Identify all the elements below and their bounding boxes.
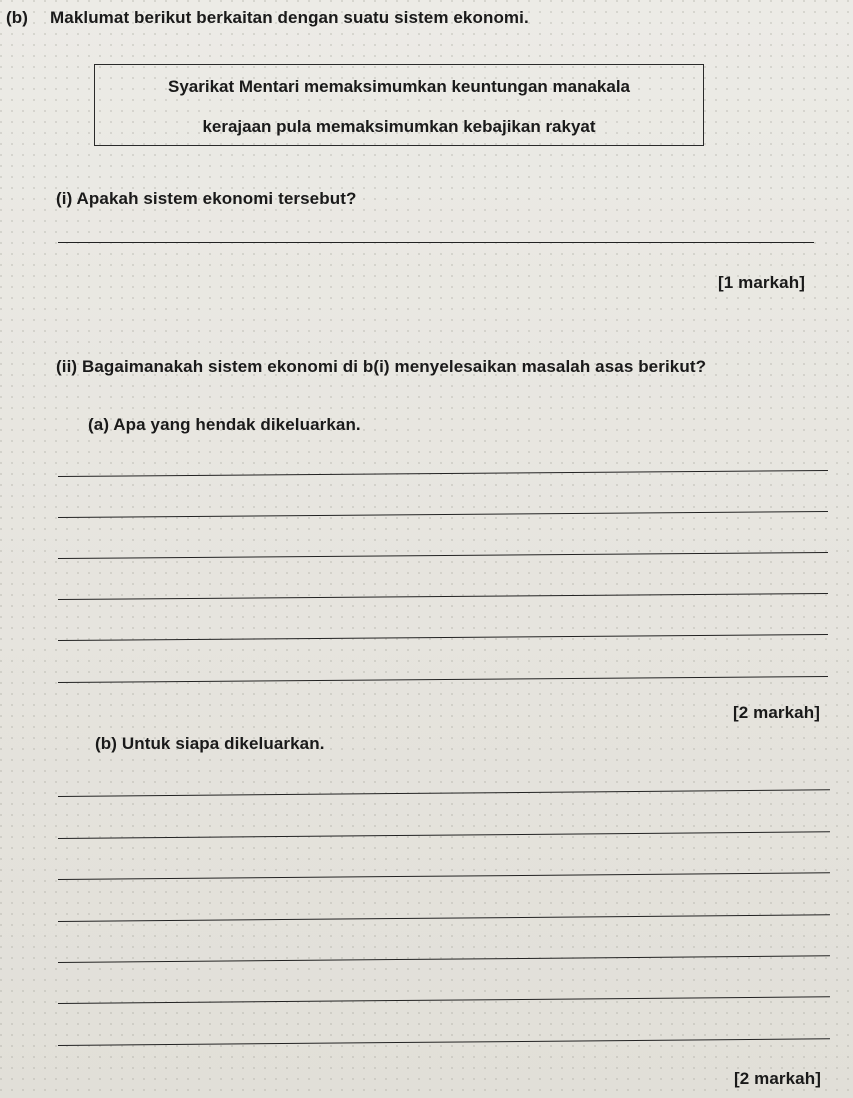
answer-line-b-2[interactable] — [58, 831, 830, 839]
answer-line-b-5[interactable] — [58, 955, 830, 963]
question-ii-b: (b) Untuk siapa dikeluarkan. — [95, 734, 325, 753]
intro-text: Maklumat berikut berkaitan dengan suatu sistem ekonomi. — [50, 8, 529, 27]
answer-line-i[interactable] — [58, 242, 814, 243]
question-i: (i) Apakah sistem ekonomi tersebut? — [56, 189, 357, 208]
answer-line-b-7[interactable] — [58, 1038, 830, 1046]
part-label: (b) — [6, 8, 29, 27]
answer-line-a-5[interactable] — [58, 634, 828, 641]
answer-line-a-4[interactable] — [58, 593, 828, 600]
question-ii-a: (a) Apa yang hendak dikeluarkan. — [88, 415, 361, 434]
answer-line-b-4[interactable] — [58, 914, 830, 922]
marks-a: [2 markah] — [733, 703, 820, 722]
answer-line-a-2[interactable] — [58, 511, 828, 518]
answer-line-a-1[interactable] — [58, 470, 828, 477]
marks-b: [2 markah] — [734, 1069, 821, 1088]
info-box-line-1: Syarikat Mentari memaksimumkan keuntungan manakala — [167, 77, 630, 96]
answer-line-b-1[interactable] — [58, 789, 830, 797]
info-box-line-2: kerajaan pula memaksimumkan kebajikan rakyat — [202, 117, 596, 136]
question-ii: (ii) Bagaimanakah sistem ekonomi di b(i) menyelesaikan masalah asas berikut? — [56, 357, 707, 376]
info-box — [94, 64, 704, 146]
marks-i: [1 markah] — [718, 273, 805, 292]
answer-line-a-3[interactable] — [58, 552, 828, 559]
answer-line-b-3[interactable] — [58, 872, 830, 880]
answer-line-a-6[interactable] — [58, 676, 828, 683]
answer-line-b-6[interactable] — [58, 996, 830, 1004]
